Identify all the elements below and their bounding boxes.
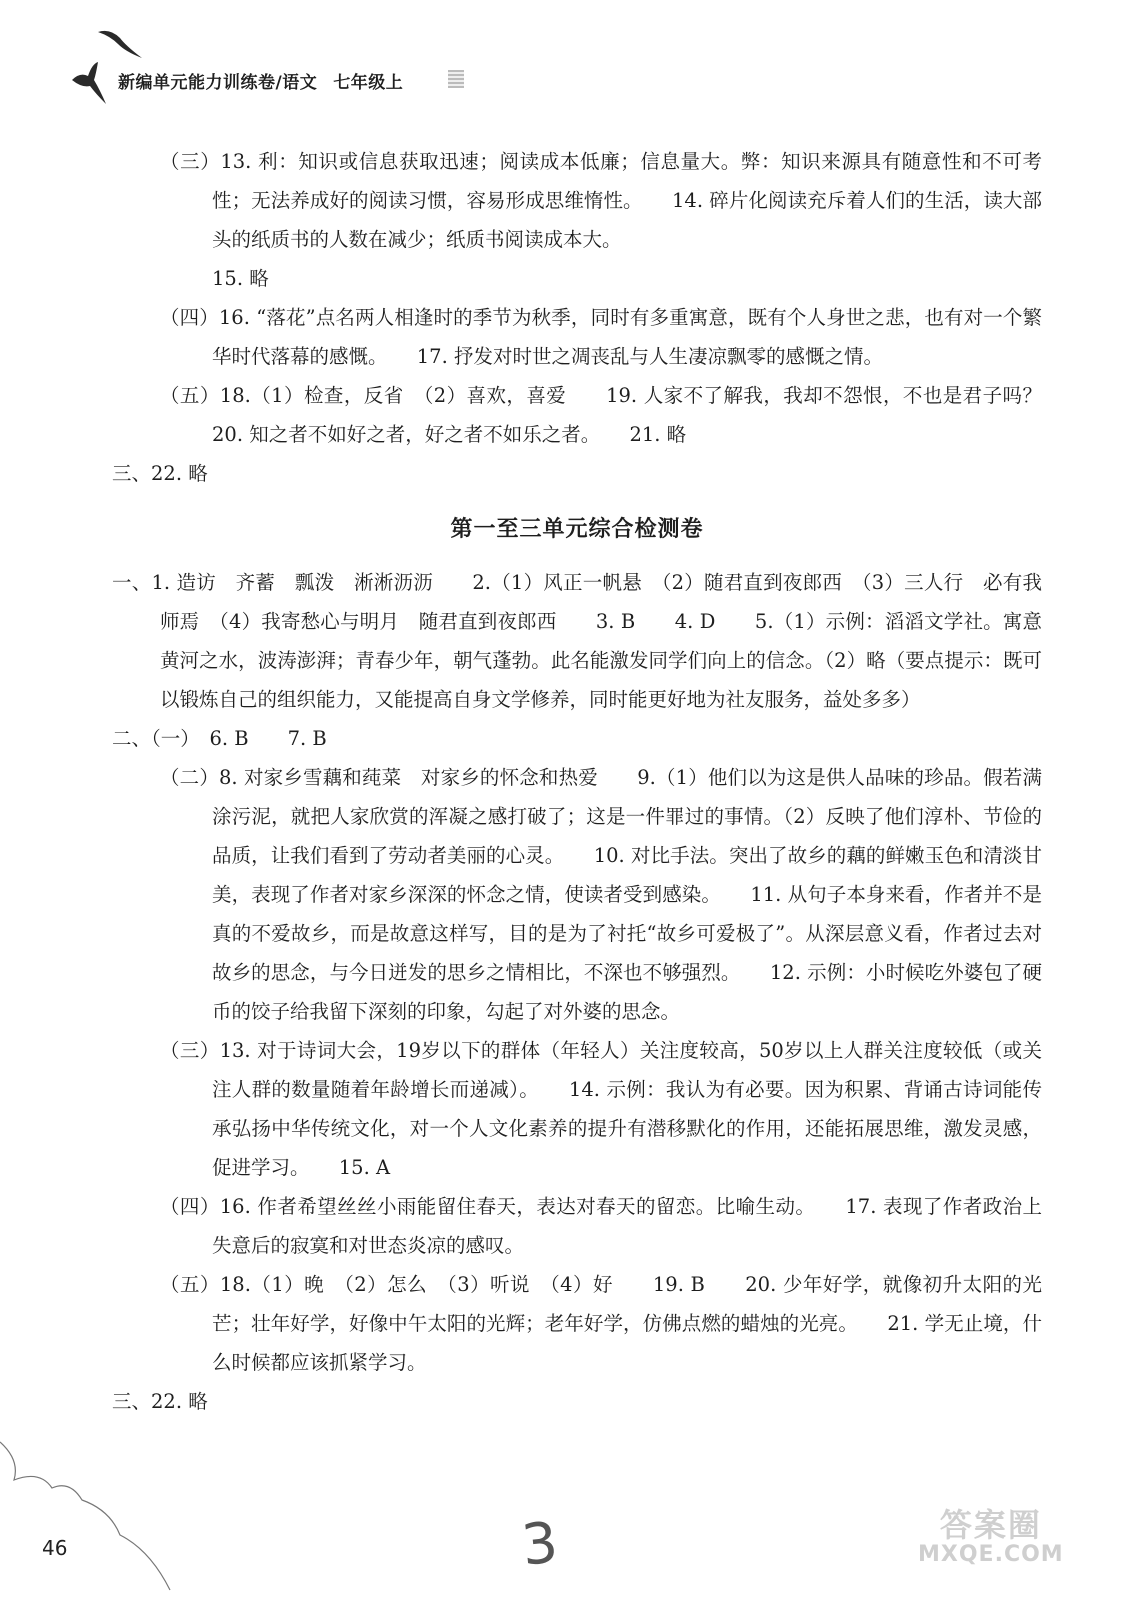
answer-paragraph: （二）8. 对家乡雪藕和莼菜 对家乡的怀念和热爱 9.（1）他们以为这是供人品味的珍品。假若满涂污泥，就把人家欣赏的浑凝之感打破了；这是一件罪过的事情。（2）反映了他们淳朴、节俭的品质，让我们看到了劳动者美丽的心灵。 10. 对比手法。突出了故乡的藕的鲜嫩玉色和清淡甘美，表现了作者对家乡深深的怀念之情，使读者受到感染。 11. 从句子本身来看，作者并不是真的不爱故乡，而是故意这样写，目的是为了衬托“故乡可爱极了”。从深层意义看，作者过去对故乡的思念，与今日迸发的思乡之情相比，不深也不够强烈。 12. 示例：小时候吃外婆包了硬币的饺子给我留下深刻的印象，勾起了对外婆的思念。 [160,766,1042,1023]
answer-paragraph: 二、（一） 6. B 7. B [112,727,327,750]
header-mark-icon [448,70,464,88]
watermark-logo: 答案圈 [939,1506,1042,1544]
answer-paragraph: 三、22. 略 [112,462,208,485]
part2-answers [112,563,1042,1421]
answer-paragraph: （四）16. “落花”点名两人相逢时的季节为秋季，同时有多重寓意，既有个人身世之悲，也有对一个繁华时代落幕的感慨。 17. 抒发对时世之凋丧乱与人生凄凉飘零的感慨之情。 [160,306,1042,368]
answer-paragraph: 一、1. 造访 齐蓄 瓢泼 淅淅沥沥 2.（1）风正一帆悬 （2）随君直到夜郎西 （3）三人行 必有我师焉 （4）我寄愁心与明月 随君直到夜郎西 3. B 4. D 5.（1）示例：滔滔文学社。寓意黄河之水，波涛澎湃；青春少年，朝气蓬勃。此名能激发同学们向上的信念。（2）略（要点提示：既可以锻炼自己的组织能力，又能提高自身文学修养，同时能更好地为社友服务，益处多多） [112,571,1042,711]
answer-paragraph: （五）18.（1）检查，反省 （2）喜欢，喜爱 19. 人家不了解我，我却不怨恨，不也是君子吗？ 20. 知之者不如好之者，好之者不如乐之者。 21. 略 [160,384,1082,446]
header-grade: 七年级上 [333,73,404,93]
answer-paragraph: 三、22. 略 [112,1390,208,1413]
bird-top-icon [96,26,146,62]
watermark-url: MXQE.COM [918,1542,1064,1568]
watermark [918,1508,1064,1567]
wave-decoration-icon [0,1440,220,1600]
answer-content [112,142,1082,1421]
section-title: 第一至三单元综合检测卷 [450,517,704,542]
answer-paragraph: （三）13. 利：知识或信息获取迅速；阅读成本低廉；信息量大。弊：知识来源具有随意性和不可考性；无法养成好的阅读习惯，容易形成思维惰性。 14. 碎片化阅读充斥着人们的生活，读大部头的纸质书的人数在减少；纸质书阅读成本大。 [160,150,1042,251]
answer-paragraph: （四）16. 作者希望丝丝小雨能留住春天，表达对春天的留恋。比喻生动。 17. 表现了作者政治上失意后的寂寞和对世态炎凉的感叹。 [160,1195,1042,1257]
part1-answers [112,142,1082,493]
bird-header-icon [70,60,110,106]
page-number: 46 [42,1536,68,1560]
answer-paragraph: （五）18.（1）晚 （2）怎么 （3）听说 （4）好 19. B 20. 少年好学，就像初升太阳的光芒；壮年好学，好像中午太阳的光辉；老年好学，仿佛点燃的蜡烛的光亮。 21. 学无止境，什么时候都应该抓紧学习。 [160,1273,1042,1374]
answer-paragraph: 15. 略 [212,267,269,290]
handwritten-mark: 3 [518,1510,561,1579]
page-header [118,68,403,93]
answer-paragraph: （三）13. 对于诗词大会，19岁以下的群体（年轻人）关注度较高，50岁以上人群关注度较低（或关注人群的数量随着年龄增长而递减）。 14. 示例：我认为有必要。因为积累、背诵古诗词能传承弘扬中华传统文化，对一个人文化素养的提升有潜移默化的作用，还能拓展思维，激发灵感，促进学习。 15. A [160,1039,1042,1179]
header-title: 新编单元能力训练卷/语文 [118,73,318,93]
